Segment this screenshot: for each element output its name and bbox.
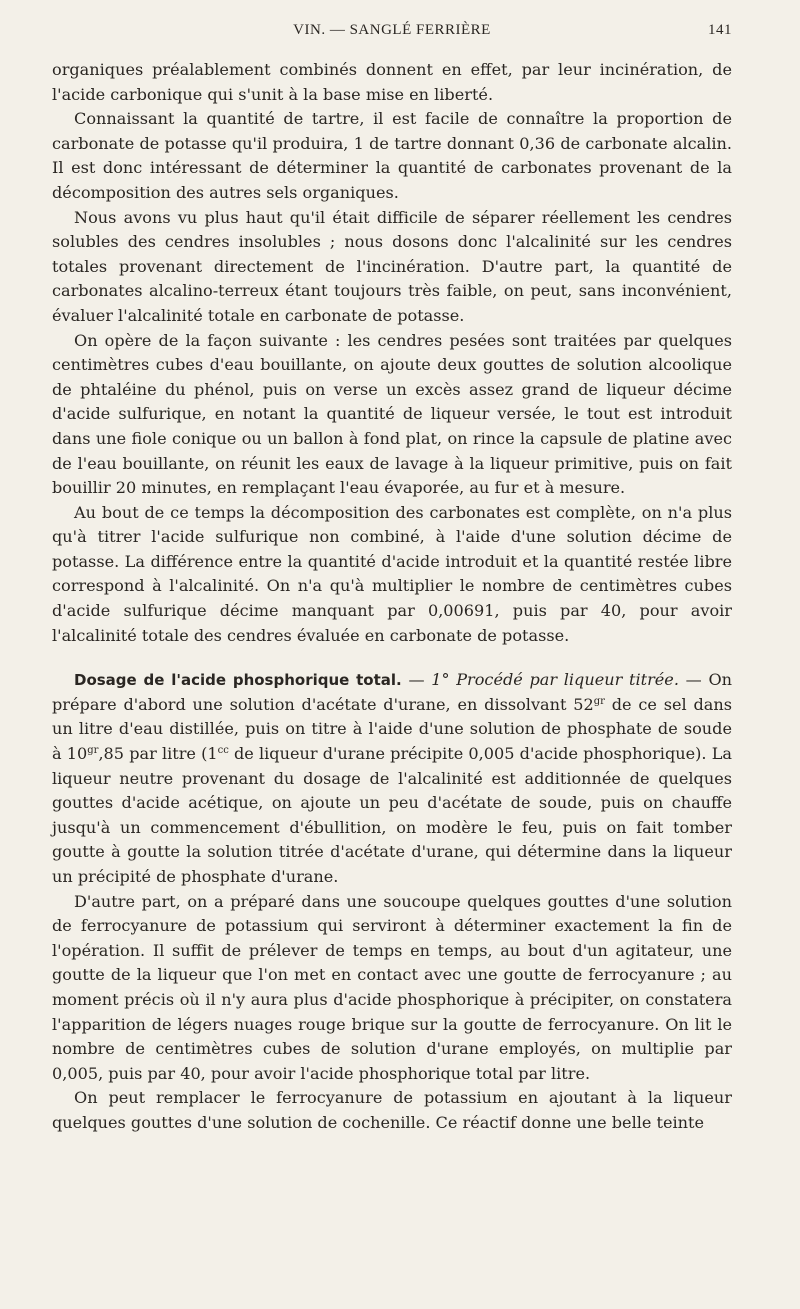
unit-superscript: gr (87, 745, 99, 757)
method-label: 1° Procédé par liqueur titrée. (431, 670, 679, 690)
text-run: de ce sel dans un litre d'eau distillée, puis on titre à l'aide d'une solution de phosphate de soude à 10 (52, 694, 732, 764)
heading-dash: — (401, 670, 432, 690)
paragraph: On opère de la façon suivante : les cendres pesées sont traitées par quelques centimètres cubes d'eau bouillante, on ajoute deux gouttes de solution alcoolique de phtaléine du phénol, puis on verse un excès assez grand de liqueur décime d'acide sulfurique, en notant la quantité de liqueur versée, le tout est introduit dans une fiole conique ou un ballon à fond plat, on rince la capsule de platine avec de l'eau bouillante, on réunit les eaux de lavage à la liqueur primitive, puis on fait bouillir 20 minutes, en remplaçant l'eau évaporée, au fur et à mesure. (52, 330, 732, 498)
paragraph: Nous avons vu plus haut qu'il était difficile de séparer réellement les cendres solubles des cendres insolubles ; nous dosons donc l'alcalinité sur les cendres totales provenant directement de l'incinération. D'autre part, la quantité de carbonates alcalino-terreux étant toujours très faible, on peut, sans inconvénient, évaluer l'alcalinité totale en carbonate de potasse. (52, 207, 732, 325)
paragraph: D'autre part, on a préparé dans une soucoupe quelques gouttes d'une solution de ferrocyanure de potassium qui serviront à déterminer exactement la fin de l'opération. Il suffit de prélever de temps en temps, au bout d'un agitateur, une goutte de la liqueur que l'on met en contact avec une goutte de ferrocyanure ; au moment précis où il n'y aura plus d'acide phosphorique à précipiter, on constatera l'apparition de légers nuages rouge brique sur la goutte de ferrocyanure. On lit le nombre de centimètres cubes de solution d'urane employés, on multiplie par 0,005, puis par 40, pour avoir l'acide phosphorique total par litre. (52, 891, 732, 1083)
heading-dash: — (678, 670, 709, 690)
body-text (52, 58, 732, 1136)
text-run: ,85 par litre (1 (98, 744, 218, 764)
paragraph: On peut remplacer le ferrocyanure de potassium en ajoutant à la liqueur quelques gouttes d'une solution de cochenille. Ce réactif donne une belle teinte (52, 1088, 732, 1132)
section-heading: Dosage de l'acide phosphorique total. (74, 671, 402, 690)
paragraph: Au bout de ce temps la décomposition des carbonates est complète, on n'a plus qu'à titrer l'acide sulfurique non combiné, à l'aide d'une solution décime de potasse. La différence entre la quantité d'acide introduit et la quantité restée libre correspond à l'alcalinité. On n'a qu'à multiplier le nombre de centimètres cubes d'acide sulfurique décime manquant par 0,00691, puis par 40, pour avoir l'alcalinité totale des cendres évaluée en carbonate de potasse. (52, 502, 732, 645)
unit-superscript: gr (593, 695, 605, 707)
page-number: 141 (708, 22, 732, 38)
section-first-paragraph (52, 668, 732, 889)
running-head-title: VIN. — SANGLÉ FERRIÈRE (293, 22, 491, 38)
paragraph: Connaissant la quantité de tartre, il est facile de connaître la proportion de carbonate de potasse qu'il produira, 1 de tartre donnant 0,36 de carbonate alcalin. Il est donc intéressant de déterminer la quantité de carbonates provenant de la décomposition des autres sels organiques. (52, 109, 732, 202)
text-run: de liqueur d'urane précipite 0,005 d'acide phosphorique). La liqueur neutre provenant du dosage de l'alcalinité est additionnée de quelques gouttes d'acide acétique, on ajoute un peu d'acétate de soude, puis on chauffe jusqu'à un commencement d'ébullition, on modère le feu, puis on fait tomber goutte à goutte la solution titrée d'acétate d'urane, qui détermine dans la liqueur un précipité de phosphate d'urane. (52, 744, 732, 886)
section-spacer (52, 648, 732, 668)
running-head (52, 22, 732, 46)
unit-superscript: cc (217, 745, 229, 757)
text-run: On prépare d'abord une solution d'acétate d'urane, en dissolvant 52 (52, 670, 732, 714)
paragraph-continued: organiques préalablement combinés donnent en effet, par leur incinération, de l'acide carbonique qui s'unit à la base mise en liberté. (52, 60, 732, 104)
